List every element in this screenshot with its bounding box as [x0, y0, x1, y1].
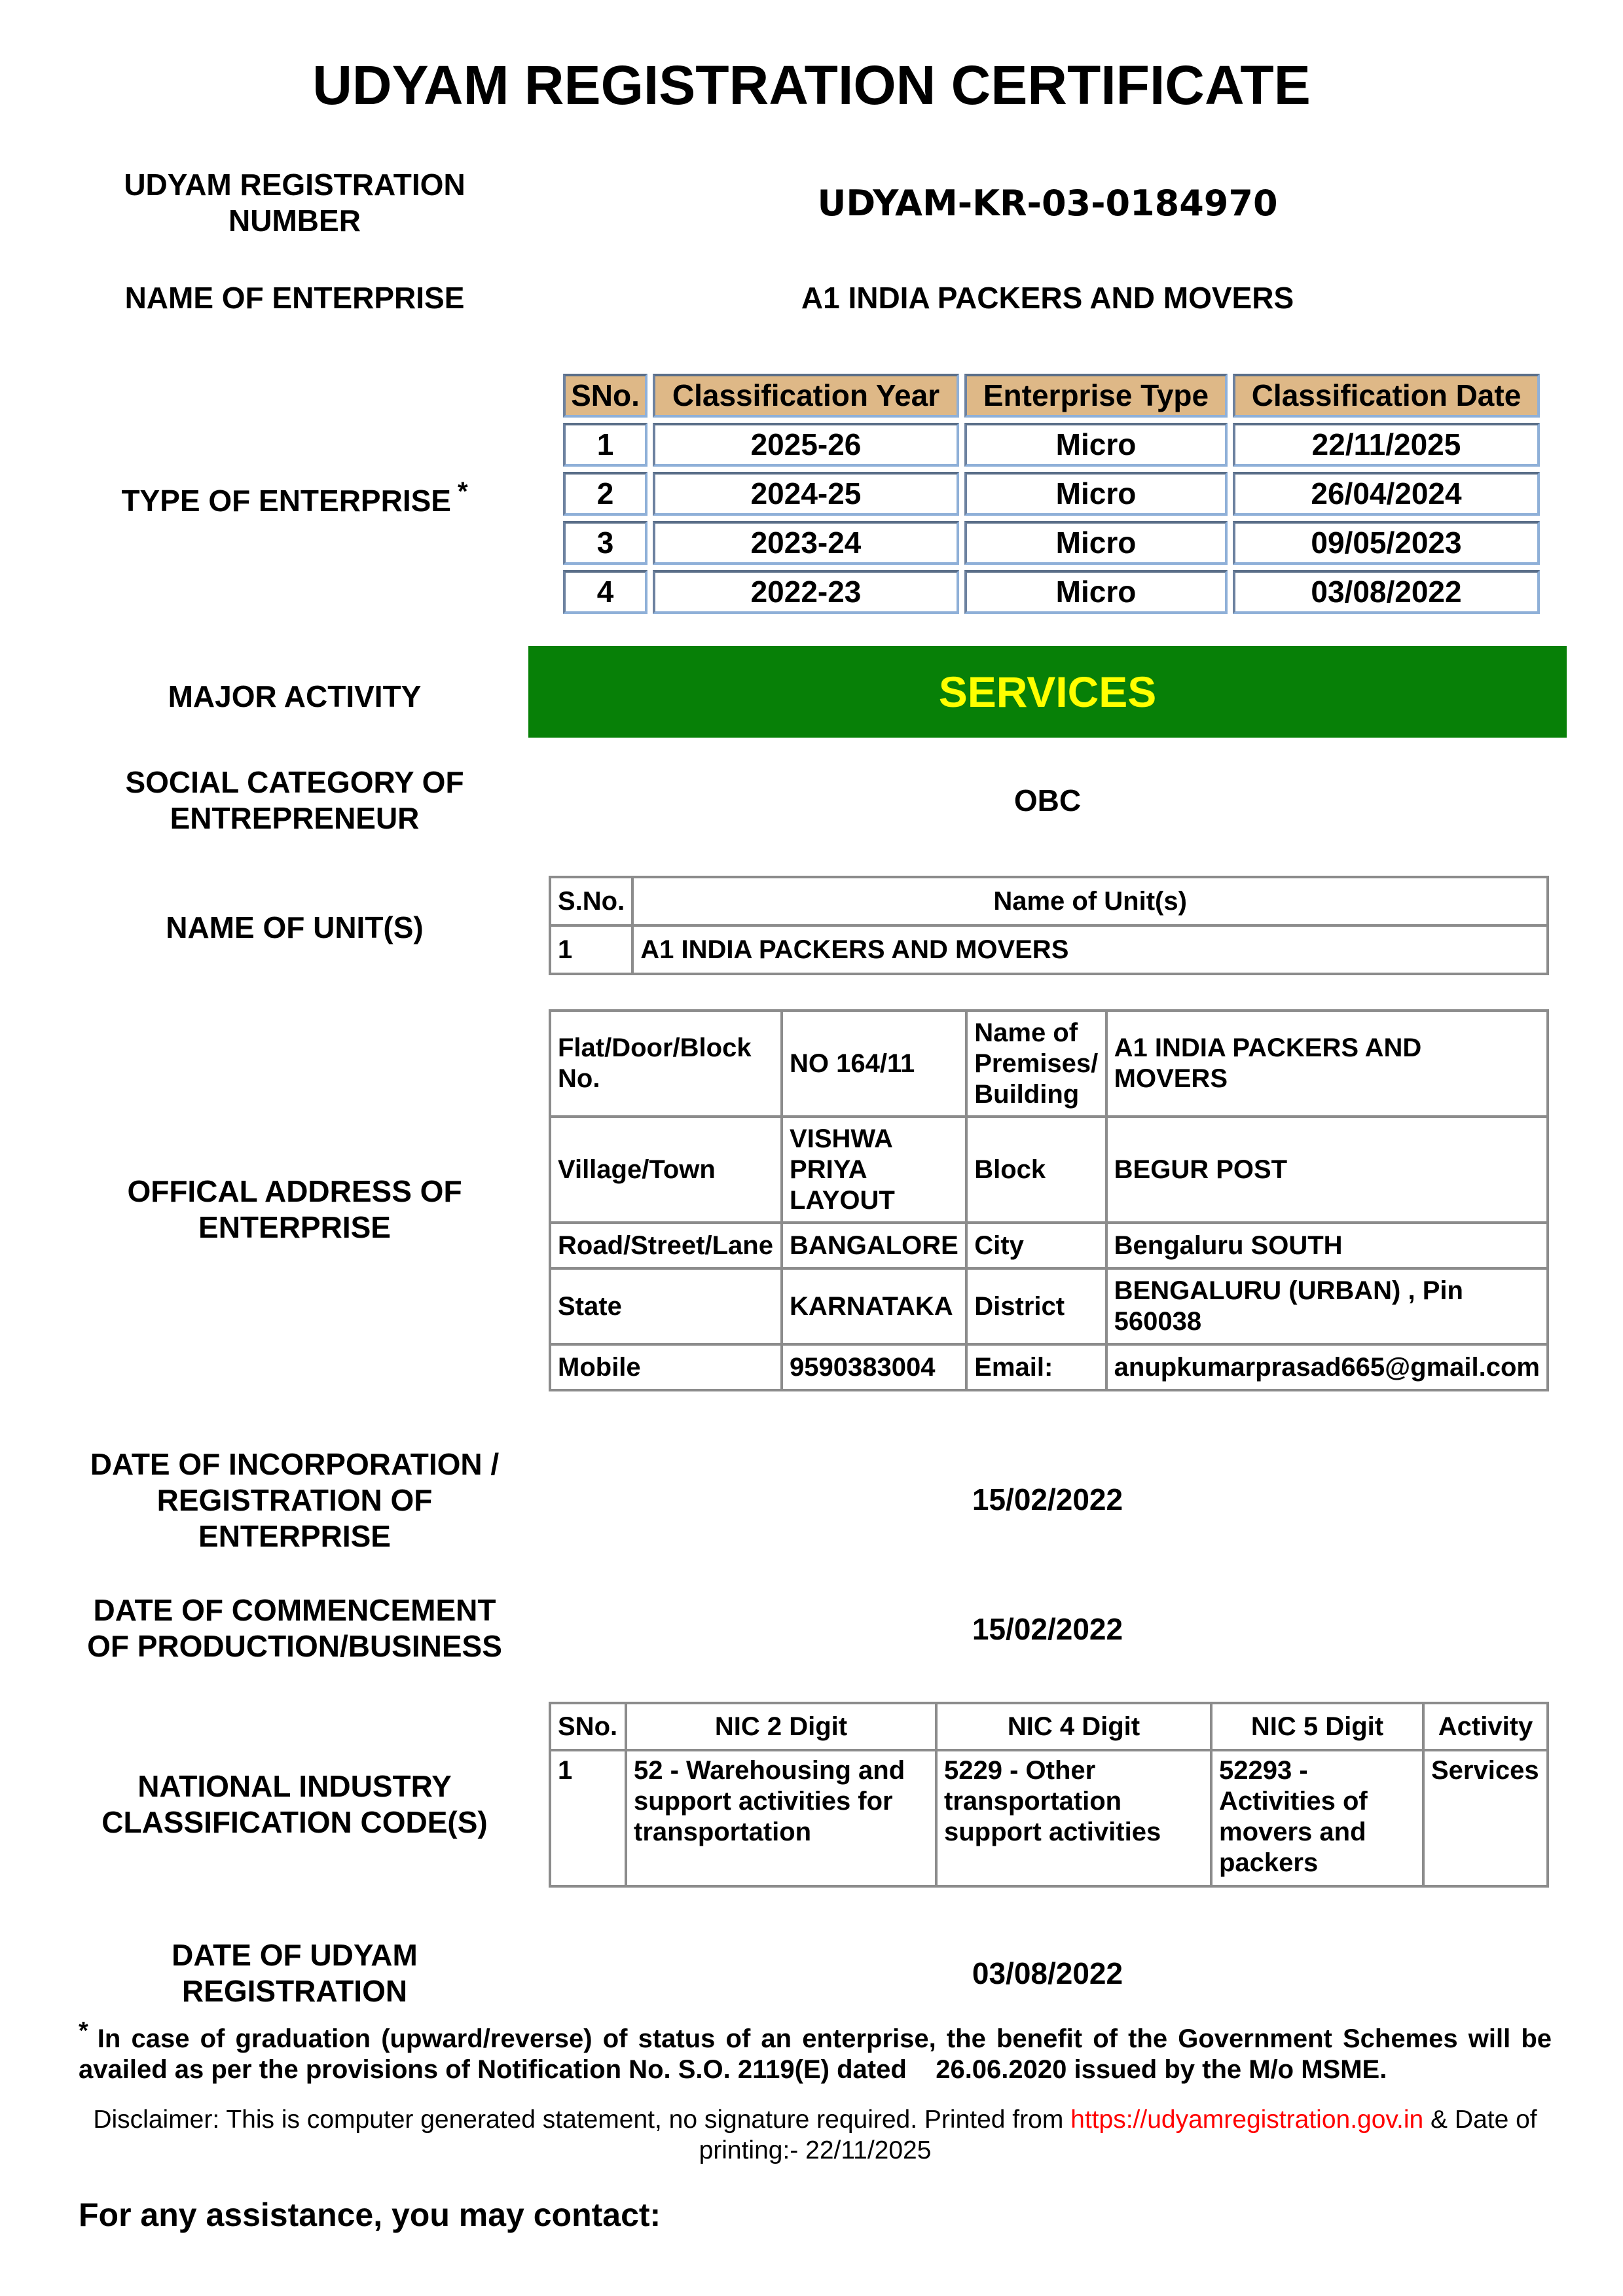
cell-year: 2024-25 — [653, 472, 959, 516]
cell-key: Village/Town — [550, 1117, 782, 1223]
label-line: OFFICAL ADDRESS OF — [127, 1174, 462, 1208]
cell-key: Email: — [966, 1344, 1106, 1390]
cell-sno: 1 — [550, 925, 632, 974]
column-header: S.No. — [550, 877, 632, 925]
cell-date: 09/05/2023 — [1233, 521, 1540, 565]
enterprise-type-label — [65, 477, 524, 519]
cell-date: 26/04/2024 — [1233, 472, 1540, 516]
cell-key: Road/Street/Lane — [550, 1223, 782, 1268]
column-header: NIC 4 Digit — [936, 1703, 1211, 1750]
classification-table — [558, 368, 1545, 619]
column-header: SNo. — [563, 374, 647, 418]
cell-value: NO 164/11 — [782, 1011, 966, 1117]
label-line: ENTERPRISE — [198, 1519, 391, 1553]
cell-key: State — [550, 1268, 782, 1344]
column-header: Enterprise Type — [964, 374, 1228, 418]
cell-year: 2022-23 — [653, 570, 959, 614]
table-row — [550, 1117, 1548, 1223]
enterprise-name-value: A1 INDIA PACKERS AND MOVERS — [801, 281, 1294, 315]
disclaimer — [65, 2104, 1565, 2166]
cell-key: Name of Premises/ Building — [966, 1011, 1106, 1117]
social-category-value: OBC — [1013, 783, 1082, 817]
cell-date: 03/08/2022 — [1233, 570, 1540, 614]
cell-nic2: 52 - Warehousing and support activities for transportation — [626, 1750, 936, 1886]
units-label: NAME OF UNIT(S) — [166, 910, 424, 944]
column-header: NIC 5 Digit — [1211, 1703, 1423, 1750]
cell-sno: 1 — [563, 423, 647, 467]
cell-key: Flat/Door/Block No. — [550, 1011, 782, 1117]
email-value: anupkumarprasad665@gmail.com — [1106, 1344, 1548, 1390]
label-line: DATE OF UDYAM — [172, 1938, 418, 1972]
registration-number-value: UDYAM-KR-03-0184970 — [817, 183, 1278, 224]
table-row — [563, 521, 1540, 565]
label-line: SOCIAL CATEGORY OF — [125, 765, 464, 799]
nic-label — [65, 1768, 524, 1840]
address-label — [65, 1174, 524, 1246]
cell-value: BENGALURU (URBAN) , Pin 560038 — [1106, 1268, 1548, 1344]
cell-year: 2023-24 — [653, 521, 959, 565]
cell-value: VISHWA PRIYA LAYOUT — [782, 1117, 966, 1223]
cell-nic4: 5229 - Other transportation support activities — [936, 1750, 1211, 1886]
cell-sno: 3 — [563, 521, 647, 565]
table-row — [563, 570, 1540, 614]
cell-activity: Services — [1423, 1750, 1548, 1886]
cell-key: Block — [966, 1117, 1106, 1223]
table-header-row — [563, 374, 1540, 418]
cell-sno: 2 — [563, 472, 647, 516]
label-line: REGISTRATION OF — [156, 1483, 433, 1517]
label-line: NUMBER — [228, 204, 361, 238]
label-line: OF PRODUCTION/BUSINESS — [87, 1629, 502, 1663]
table-row — [550, 1268, 1548, 1344]
table-row — [550, 925, 1548, 974]
cell-value: BEGUR POST — [1106, 1117, 1548, 1223]
enterprise-name-label: NAME OF ENTERPRISE — [124, 281, 465, 315]
table-header-row — [550, 1703, 1548, 1750]
label-line: NATIONAL INDUSTRY — [137, 1769, 452, 1803]
incorporation-label — [65, 1446, 524, 1554]
label-line: CLASSIFICATION CODE(S) — [101, 1805, 488, 1839]
column-header: Classification Year — [653, 374, 959, 418]
footnote-text: In case of graduation (upward/reverse) of status of an enterprise, the benefit of the Government Schemes will be availed as per the provisions of Notification No. S.O. 2119(E) dated 26.06.2020 issued by the M/o MSME. — [79, 2024, 1559, 2084]
udyam-date-label — [65, 1937, 524, 2009]
column-header: Classification Date — [1233, 374, 1540, 418]
cell-date: 22/11/2025 — [1233, 423, 1540, 467]
commencement-date-value: 15/02/2022 — [972, 1612, 1123, 1646]
asterisk-marker: * — [79, 2017, 88, 2045]
table-header-row — [550, 877, 1548, 925]
label-line: DATE OF COMMENCEMENT — [93, 1593, 496, 1627]
cell-sno: 1 — [550, 1750, 626, 1886]
column-header: NIC 2 Digit — [626, 1703, 936, 1750]
cell-value: KARNATAKA — [782, 1268, 966, 1344]
table-row — [550, 1011, 1548, 1117]
nic-table — [549, 1702, 1549, 1888]
cell-key: Mobile — [550, 1344, 782, 1390]
table-row — [550, 1750, 1548, 1886]
column-header: SNo. — [550, 1703, 626, 1750]
social-category-label — [65, 764, 524, 836]
udyam-date-value: 03/08/2022 — [972, 1956, 1123, 1990]
units-table — [549, 876, 1549, 975]
cell-type: Micro — [964, 570, 1228, 614]
cell-key: District — [966, 1268, 1106, 1344]
table-row — [563, 423, 1540, 467]
incorporation-date-value: 15/02/2022 — [972, 1482, 1123, 1516]
major-activity-banner: SERVICES — [528, 646, 1567, 738]
cell-value: 9590383004 — [782, 1344, 966, 1390]
cell-type: Micro — [964, 521, 1228, 565]
cell-value: BANGALORE — [782, 1223, 966, 1268]
major-activity-label: MAJOR ACTIVITY — [168, 679, 422, 713]
label-line: DATE OF INCORPORATION / — [90, 1447, 500, 1481]
address-table — [549, 1009, 1549, 1391]
label-line: ENTERPRISE — [198, 1210, 391, 1244]
cell-year: 2025-26 — [653, 423, 959, 467]
label-line: UDYAM REGISTRATION — [124, 168, 465, 202]
cell-value: Bengaluru SOUTH — [1106, 1223, 1548, 1268]
certificate-title: UDYAM REGISTRATION CERTIFICATE — [312, 54, 1311, 116]
table-row — [563, 472, 1540, 516]
asterisk-marker: * — [457, 477, 468, 506]
cell-nic5: 52293 - Activities of movers and packers — [1211, 1750, 1423, 1886]
table-row — [550, 1344, 1548, 1390]
column-header: Activity — [1423, 1703, 1548, 1750]
udyam-website-link[interactable]: https://udyamregistration.gov.in — [1070, 2106, 1424, 2134]
registration-number-label — [65, 167, 524, 239]
label-text: TYPE OF ENTERPRISE — [121, 484, 451, 518]
cell-sno: 4 — [563, 570, 647, 614]
commencement-label — [65, 1592, 524, 1664]
cell-key: City — [966, 1223, 1106, 1268]
print-date-text: & Date of printing:- 22/11/2025 — [699, 2106, 1544, 2164]
assistance-heading: For any assistance, you may contact: — [79, 2197, 661, 2233]
label-line: ENTREPRENEUR — [170, 801, 420, 835]
column-header: Name of Unit(s) — [632, 877, 1548, 925]
label-line: REGISTRATION — [181, 1974, 408, 2008]
cell-type: Micro — [964, 423, 1228, 467]
table-row — [550, 1223, 1548, 1268]
cell-value: A1 INDIA PACKERS AND MOVERS — [1106, 1011, 1548, 1117]
cell-unit-name: A1 INDIA PACKERS AND MOVERS — [632, 925, 1548, 974]
graduation-footnote — [79, 2017, 1559, 2085]
cell-type: Micro — [964, 472, 1228, 516]
disclaimer-text: Disclaimer: This is computer generated statement, no signature required. Printed from — [93, 2106, 1071, 2134]
